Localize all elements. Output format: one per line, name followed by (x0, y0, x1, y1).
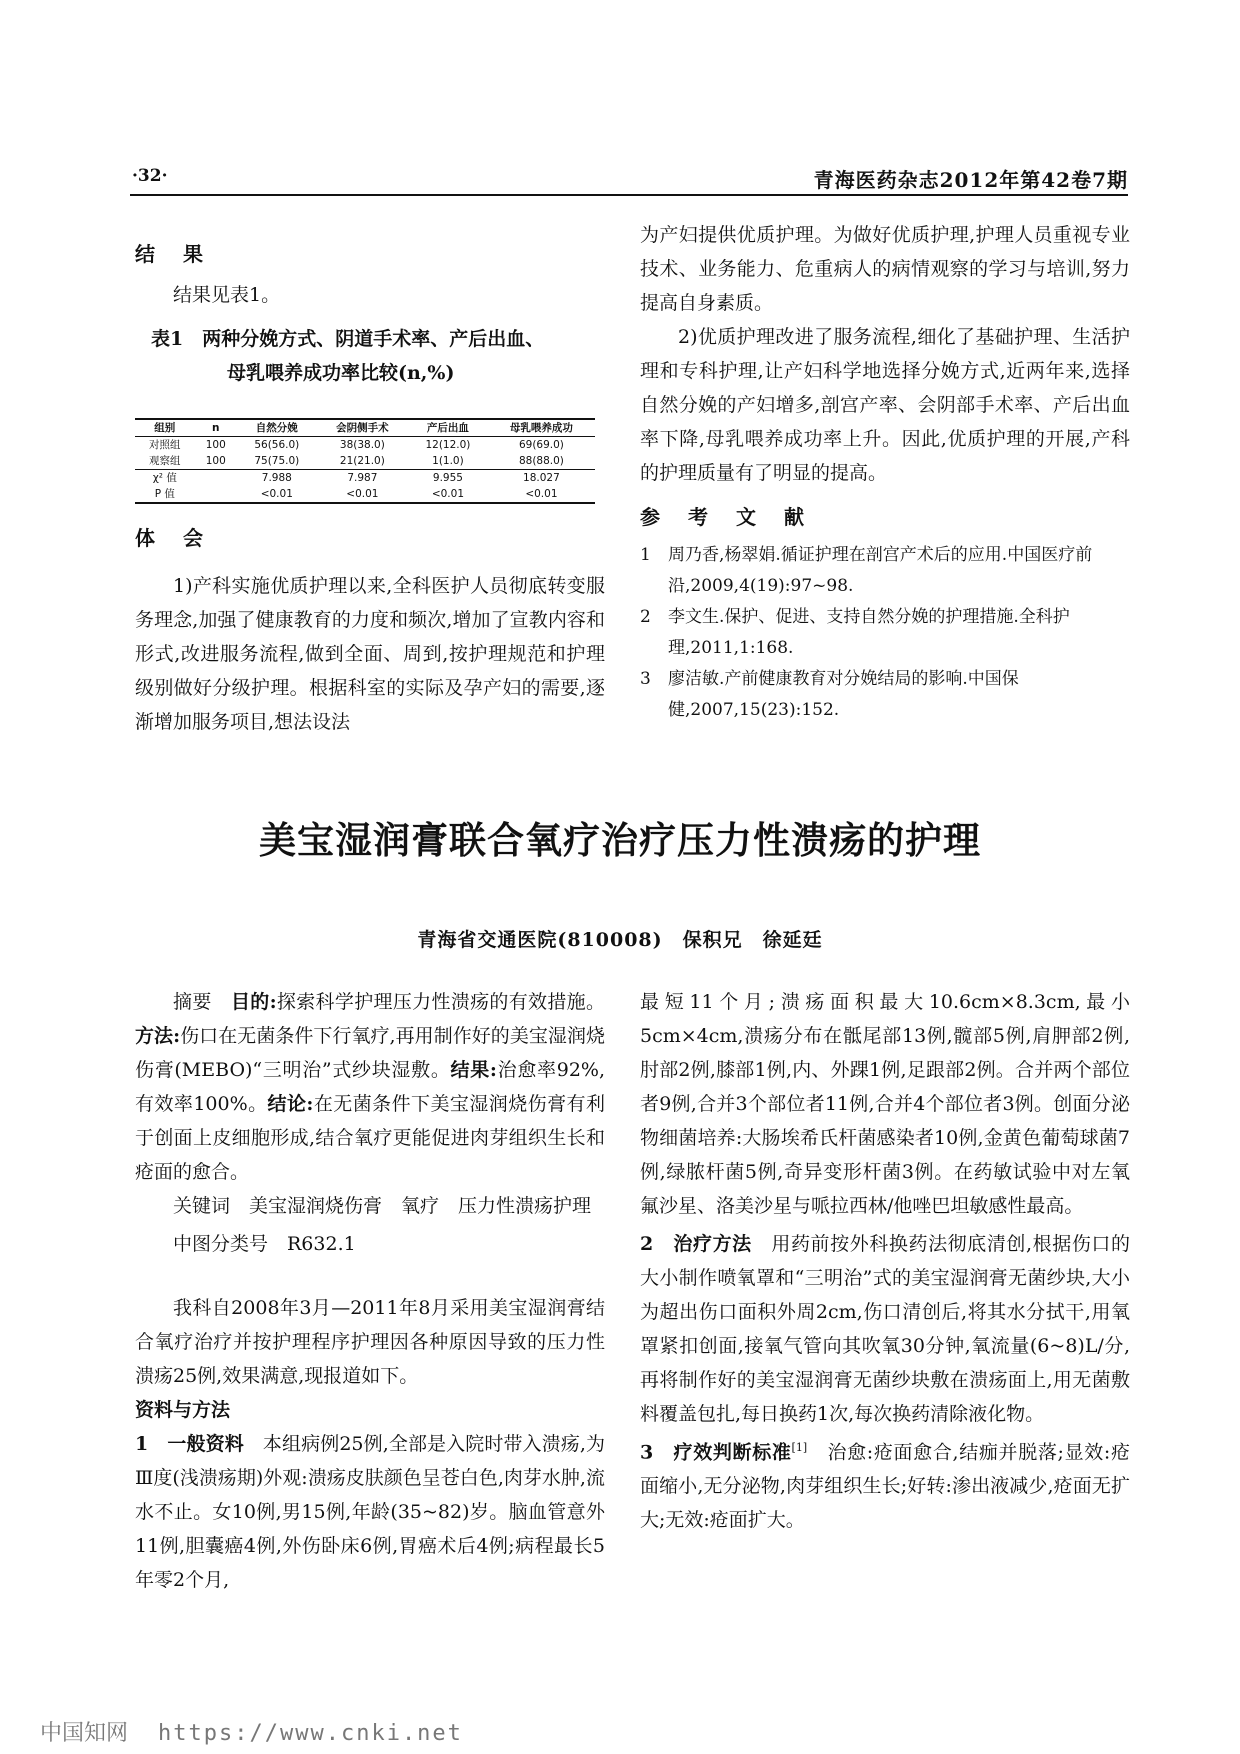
section-1-label: 1 一般资料 (135, 1433, 244, 1455)
table-header-cell: 自然分娩 (255, 422, 298, 434)
table-header-cell: 会阴侧手术 (336, 422, 389, 434)
reference-number: 2 (640, 607, 651, 627)
reference-number: 1 (640, 545, 651, 565)
introduction: 我科自2008年3月—2011年8月采用美宝湿润膏结合氧疗治疗并按护理程序护理因各种原因导致的压力性溃疡25例,效果满意,现报道如下。 (135, 1297, 605, 1387)
table-row (135, 470, 595, 487)
reference-number: 3 (640, 669, 651, 689)
section-3 (640, 1431, 1130, 1537)
table-cell: 12(12.0) (425, 439, 471, 451)
table-cell: 对照组 (149, 439, 181, 451)
table-cell: 38(38.0) (339, 439, 385, 451)
article-left-column (135, 985, 605, 1597)
page-number: ·32· (132, 166, 168, 186)
table-header-row (135, 419, 595, 437)
abstract-method-label: 方法: (135, 1025, 181, 1047)
reference-item (640, 664, 1130, 726)
table-cell: 7.987 (347, 472, 378, 484)
table-caption-line-2: 母乳喂养成功率比较(n,%) (227, 362, 455, 384)
table-cell: P 值 (154, 488, 175, 500)
abstract (135, 985, 605, 1189)
table-cell: <0.01 (525, 488, 558, 500)
table-cell (195, 470, 237, 487)
abstract-conclusion: 在无菌条件下美宝湿润烧伤膏有利于创面上皮细胞形成,结合氧疗更能促进肉芽组织生长和疮面的愈合。 (135, 1093, 605, 1183)
section-2-label: 2 治疗方法 (640, 1233, 752, 1255)
references-heading: 参考文献 (640, 505, 832, 529)
table-cell: 56(56.0) (254, 439, 300, 451)
table-row (135, 486, 595, 503)
reference-text: 李文生.保护、促进、支持自然分娩的护理措施.全科护理,2011,1:168. (668, 607, 1070, 658)
watermark-url: https://www.cnki.net (158, 1721, 463, 1746)
table-caption (135, 322, 605, 390)
table-cell: 观察组 (149, 455, 181, 467)
journal-header: 青海医药杂志2012年第42卷7期 (813, 168, 1128, 192)
table-header-cell: 产后出血 (426, 422, 469, 434)
table-cell: <0.01 (346, 488, 379, 500)
table-row (135, 437, 595, 454)
reference-item (640, 602, 1130, 664)
section-2 (640, 1227, 1130, 1431)
classification-number: 中图分类号 R632.1 (173, 1233, 356, 1255)
section-1-text: 本组病例25例,全部是入院时带入溃疡,为Ⅲ度(浅溃疡期)外观:溃疡皮肤颜色呈苍白色,肉芽水肿,流水不止。女10例,男15例,年龄(35~82)岁。脑血管意外11例,胆囊癌4例,外伤卧床6例,胃癌术后4例;病程最长5年零2个月, (135, 1433, 605, 1591)
abstract-objective: 探索科学护理压力性溃疡的有效措施。 (276, 991, 605, 1013)
prev-right-column (640, 218, 1130, 726)
discussion-paragraph-1: 1)产科实施优质护理以来,全科医护人员彻底转变服务理念,加强了健康教育的力度和频次,增加了宣教内容和形式,改进服务流程,做到全面、周到,按护理规范和护理级别做好分级护理。根据科室的实际及孕产妇的需要,逐渐增加服务项目,想法设法 (135, 575, 605, 733)
article-title: 美宝湿润膏联合氧疗治疗压力性溃疡的护理 (259, 819, 981, 862)
section-1 (135, 1427, 605, 1597)
table-cell: 21(21.0) (339, 455, 385, 467)
reference-text: 廖洁敏.产前健康教育对分娩结局的影响.中国保健,2007,15(23):152. (668, 669, 1019, 720)
table-cell: 9.955 (432, 472, 463, 484)
reference-text: 周乃香,杨翠娟.循证护理在剖宫产术后的应用.中国医疗前沿,2009,4(19):97~98. (668, 545, 1093, 596)
header-rule (130, 194, 1128, 196)
discussion-heading: 体会 (135, 526, 231, 550)
table-header-cell: 组别 (154, 422, 176, 434)
table-row (135, 453, 595, 470)
section-2-text: 用药前按外科换药法彻底清创,根据伤口的大小制作喷氧罩和“三明治”式的美宝湿润膏无菌纱块,大小为超出伤口面积外周2cm,伤口清创后,将其水分拭干,用氧罩紧扣创面,接氧气管向其吹氧30分钟,氧流量(6~8)L/分,再将制作好的美宝湿润膏无菌纱块敷在溃疡面上,用无菌敷料覆盖包扎,每日换药1次,每次换药清除液化物。 (640, 1233, 1130, 1425)
results-heading: 结果 (135, 242, 231, 266)
results-table (135, 418, 595, 504)
discussion-paragraph-2: 2)优质护理改进了服务流程,细化了基础护理、生活护理和专科护理,让产妇科学地选择分娩方式,近两年来,选择自然分娩的产妇增多,剖宫产率、会阴部手术率、产后出血率下降,母乳喂养成功率上升。因此,优质护理的开展,产科的护理质量有了明显的提高。 (640, 326, 1130, 484)
results-text: 结果见表1。 (173, 284, 281, 306)
prev-left-column (135, 238, 605, 739)
table-cell: <0.01 (431, 488, 465, 500)
table-cell: χ² 值 (152, 472, 177, 484)
reference-item (640, 540, 1130, 602)
cnki-watermark (40, 1716, 463, 1747)
abstract-method: 伤口在无菌条件下行氧疗,再用制作好的美宝湿润烧伤膏(MEBO)“三明治”式纱块湿敷。 (135, 1025, 605, 1081)
watermark-site: 中国知网 (40, 1721, 129, 1746)
table-cell: 1(1.0) (432, 455, 464, 467)
discussion-continuation: 为产妇提供优质护理。为做好优质护理,护理人员重视专业技术、业务能力、危重病人的病情观察的学习与培训,努力提高自身素质。 (640, 224, 1130, 314)
table-cell: <0.01 (260, 488, 293, 500)
table-cell: 100 (205, 455, 226, 467)
table-cell: 75(75.0) (254, 455, 300, 467)
table-cell: 7.988 (261, 472, 292, 484)
table-cell: 100 (205, 439, 226, 451)
table-cell: 69(69.0) (518, 439, 564, 451)
article-affiliation: 青海省交通医院(810008) 保积兄 徐延廷 (417, 929, 823, 951)
keywords: 关键词 美宝湿润烧伤膏 氧疗 压力性溃疡护理 (173, 1195, 592, 1217)
section-1-continuation: 最短11个月;溃疡面积最大10.6cm×8.3cm,最小5cm×4cm,溃疡分布在骶尾部13例,髋部5例,肩胛部2例,肘部2例,膝部1例,内、外踝1例,足跟部2例。合并两个部位者9例,合并3个部位者11例,合并4个部位者3例。创面分泌物细菌培养:大肠埃希氏杆菌感染者10例,金黄色葡萄球菌7例,绿脓杆菌5例,奇异变形杆菌3例。在药敏试验中对左氧氟沙星、洛美沙星与哌拉西林/他唑巴坦敏感性最高。 (640, 991, 1130, 1217)
abstract-result-label: 结果: (450, 1059, 497, 1081)
methods-heading: 资料与方法 (135, 1399, 231, 1421)
section-3-text: 治愈:疮面愈合,结痂并脱落;显效:疮面缩小,无分泌物,肉芽组织生长;好转:渗出液减少,疮面无扩大;无效:疮面扩大。 (640, 1441, 1130, 1532)
abstract-conclusion-label: 结论: (267, 1093, 314, 1115)
abstract-objective-label: 目的: (230, 991, 277, 1013)
section-3-citation: [1] (791, 1441, 808, 1454)
section-3-label: 3 疗效判断标准 (640, 1441, 792, 1464)
abstract-result: 治愈率92%,有效率100%。 (135, 1059, 606, 1115)
references-list (640, 540, 1130, 726)
article-right-column (640, 985, 1130, 1537)
table-cell: 88(88.0) (518, 455, 564, 467)
table-header-cell: 母乳喂养成功 (509, 422, 573, 434)
table-cell (195, 486, 237, 503)
table-caption-line-1: 表1 两种分娩方式、阴道手术率、产后出血、 (151, 328, 545, 350)
table-cell: 18.027 (523, 472, 560, 484)
abstract-lead: 摘要 (173, 991, 231, 1013)
table-header-cell: n (211, 422, 220, 434)
